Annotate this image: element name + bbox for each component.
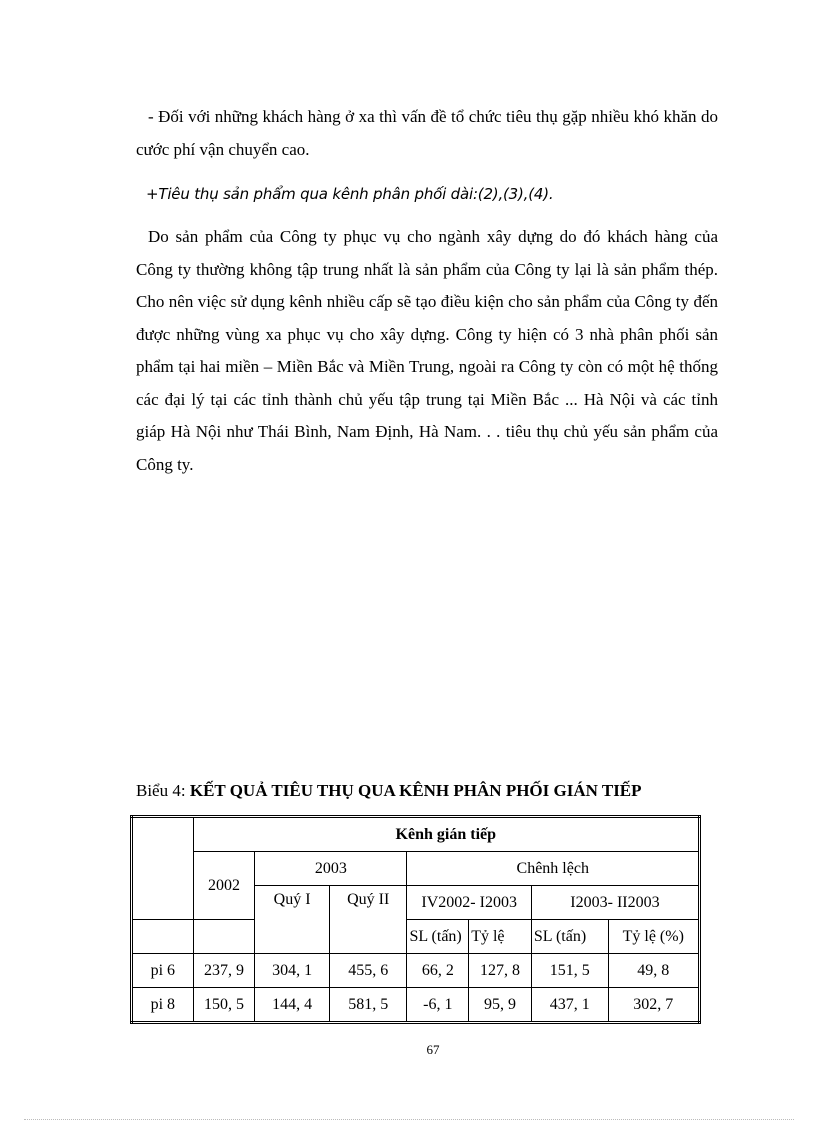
row-label: pi 8 xyxy=(132,988,194,1023)
cell-q1: 304, 1 xyxy=(255,954,330,988)
corner-cell xyxy=(132,817,194,920)
header-q2: Quý II xyxy=(329,886,407,954)
caption-title: KẾT QUẢ TIÊU THỤ QUA KÊNH PHÂN PHỐI GIÁN TIẾP xyxy=(189,781,642,800)
page-number: 67 xyxy=(426,1042,440,1057)
header-ratio2: Tỷ lệ (%) xyxy=(608,920,700,954)
cell-ratio2: 49, 8 xyxy=(608,954,700,988)
empty-2002-cell xyxy=(193,920,255,954)
page-bottom-rule xyxy=(24,1119,794,1120)
cell-sl1: -6, 1 xyxy=(407,988,469,1023)
cell-2002: 150, 5 xyxy=(193,988,255,1023)
header-sl1: SL (tấn) xyxy=(407,920,469,954)
paragraph-3: Do sản phẩm của Công ty phục vụ cho ngành xây dựng do đó khách hàng của Công ty thường không tập trung nhất là sản phẩm của Công ty lại là sản phẩm thép. Cho nên việc sử dụng kênh nhiều cấp sẽ tạo điều kiện cho sản phẩm của Công ty đến được những vùng xa phục vụ cho xây dựng. Công ty hiện có 3 nhà phân phối sản phẩm tại hai miền – Miền Bắc và Miền Trung, ngoài ra Công ty còn có một hệ thống các đại lý tại các tỉnh thành chủ yếu tập trung tại Miền Bắc ... Hà Nội và các tỉnh giáp Hà Nội như Thái Bình, Nam Định, Hà Nam. . . tiêu thụ chủ yếu sản phẩm của Công ty. xyxy=(136,227,718,474)
group-header: Kênh gián tiếp xyxy=(193,817,699,852)
header-range2: I2003- II2003 xyxy=(531,886,699,920)
cell-sl2: 437, 1 xyxy=(531,988,608,1023)
header-range1: IV2002- I2003 xyxy=(407,886,531,920)
cell-2002: 237, 9 xyxy=(193,954,255,988)
header-q1: Quý I xyxy=(255,886,330,954)
table-row xyxy=(132,988,700,1023)
table-row xyxy=(132,954,700,988)
cell-ratio1: 95, 9 xyxy=(469,988,532,1023)
paragraph-2: +Tiêu thụ sản phẩm qua kênh phân phối dài:(2),(3),(4). xyxy=(146,185,554,203)
header-2002: 2002 xyxy=(193,852,255,920)
empty-label-cell xyxy=(132,920,194,954)
cell-sl1: 66, 2 xyxy=(407,954,469,988)
indirect-channel-table xyxy=(130,815,701,1024)
paragraph-1: - Đối với những khách hàng ở xa thì vấn đề tổ chức tiêu thụ gặp nhiều khó khăn do cước phí vận chuyển cao. xyxy=(136,107,718,159)
header-diff: Chênh lệch xyxy=(407,852,700,886)
cell-sl2: 151, 5 xyxy=(531,954,608,988)
cell-ratio2: 302, 7 xyxy=(608,988,700,1023)
cell-ratio1: 127, 8 xyxy=(469,954,532,988)
cell-q2: 581, 5 xyxy=(329,988,407,1023)
header-2003: 2003 xyxy=(255,852,407,886)
row-label: pi 6 xyxy=(132,954,194,988)
table-caption xyxy=(136,781,642,801)
caption-prefix: Biểu 4: xyxy=(136,781,190,800)
header-sl2: SL (tấn) xyxy=(531,920,608,954)
cell-q2: 455, 6 xyxy=(329,954,407,988)
header-ratio1: Tỷ lệ xyxy=(469,920,532,954)
cell-q1: 144, 4 xyxy=(255,988,330,1023)
